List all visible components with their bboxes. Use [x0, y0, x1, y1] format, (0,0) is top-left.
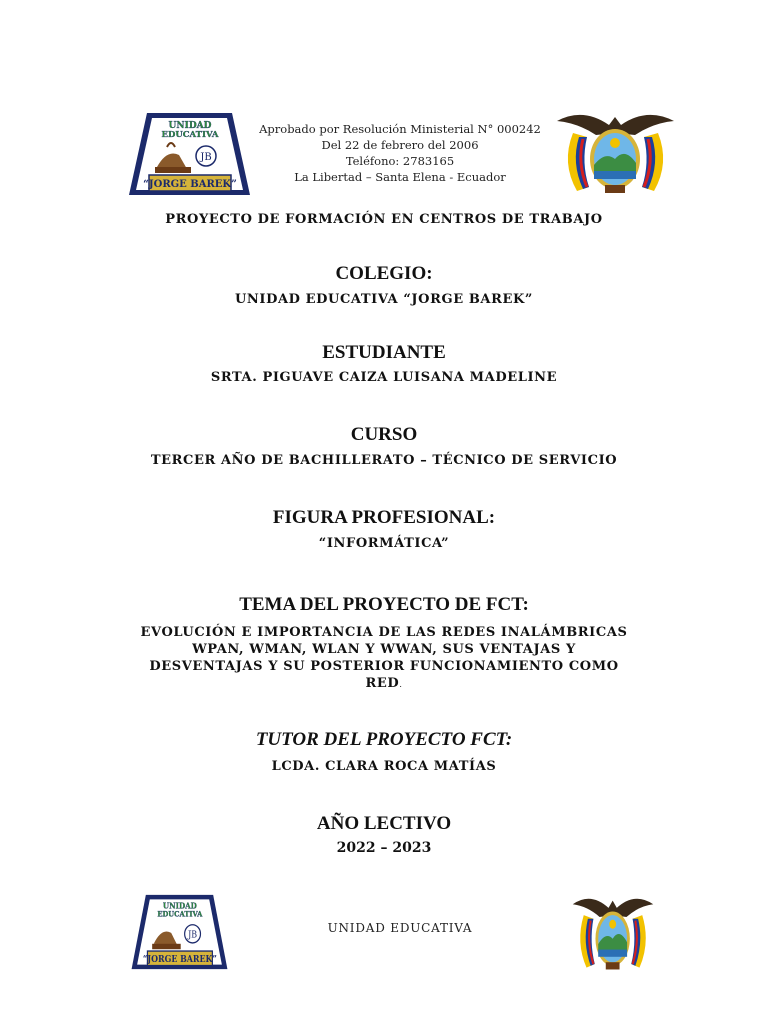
tutor-value: LCDA. CLARA ROCA MATÍAS [271, 759, 497, 774]
tema-dot: . [399, 680, 403, 689]
logo-initials-footer: JB [188, 929, 198, 941]
figura-value: “INFORMÁTICA” [318, 536, 450, 551]
ecuador-crest-icon [553, 103, 678, 198]
footer-text: UNIDAD EDUCATIVA [327, 921, 473, 935]
tema-line-4-text: RED [365, 676, 400, 691]
tutor-label: TUTOR DEL PROYECTO FCT: [255, 729, 513, 750]
curso-value: TERCER AÑO DE BACHILLERATO – TÉCNICO DE SERVICIO [150, 453, 618, 468]
tema-line-4 [0, 675, 768, 693]
logo-top-text-footer: UNIDAD [162, 900, 197, 911]
curso-label: CURSO [350, 424, 418, 445]
header-location: La Libertad – Santa Elena - Ecuador [294, 170, 506, 184]
logo-initials: JB [200, 152, 212, 163]
figura-label: FIGURA PROFESIONAL: [272, 507, 496, 528]
logo-bottom-text: “JORGE BAREK” [143, 179, 237, 190]
logo-top-text: UNIDAD [168, 121, 212, 131]
anio-label: AÑO LECTIVO [316, 813, 452, 834]
tema-value [0, 624, 768, 693]
header-info [240, 121, 560, 185]
header-phone: Teléfono: 2783165 [345, 154, 455, 168]
estudiante-label: ESTUDIANTE [322, 342, 446, 363]
project-title: PROYECTO DE FORMACIÓN EN CENTROS DE TRABAJO [165, 212, 603, 227]
tema-label: TEMA DEL PROYECTO DE FCT: [239, 594, 529, 615]
colegio-label: COLEGIO: [335, 263, 433, 284]
colegio-value: UNIDAD EDUCATIVA “JORGE BAREK” [234, 292, 533, 307]
tema-line-3: DESVENTAJAS Y SU POSTERIOR FUNCIONAMIENTO COMO [149, 659, 619, 674]
ecuador-crest-icon-footer [570, 888, 656, 974]
school-logo [127, 111, 252, 197]
anio-value: 2022 – 2023 [336, 840, 432, 856]
estudiante-value: SRTA. PIGUAVE CAIZA LUISANA MADELINE [210, 370, 558, 385]
header-resolution: Aprobado por Resolución Ministerial N° 000242 [259, 122, 541, 136]
tema-line-2: WPAN, WMAN, WLAN Y WWAN, SUS VENTAJAS Y [192, 642, 576, 657]
logo-bottom-text-footer: “JORGE BAREK” [142, 954, 217, 966]
school-logo-footer [130, 893, 229, 971]
header-date: Del 22 de febrero del 2006 [321, 138, 479, 152]
logo-middle-text-footer: EDUCATIVA [157, 909, 203, 919]
logo-middle-text: EDUCATIVA [161, 130, 219, 140]
tema-line-1: EVOLUCIÓN E IMPORTANCIA DE LAS REDES INALÁMBRICAS [140, 625, 628, 640]
